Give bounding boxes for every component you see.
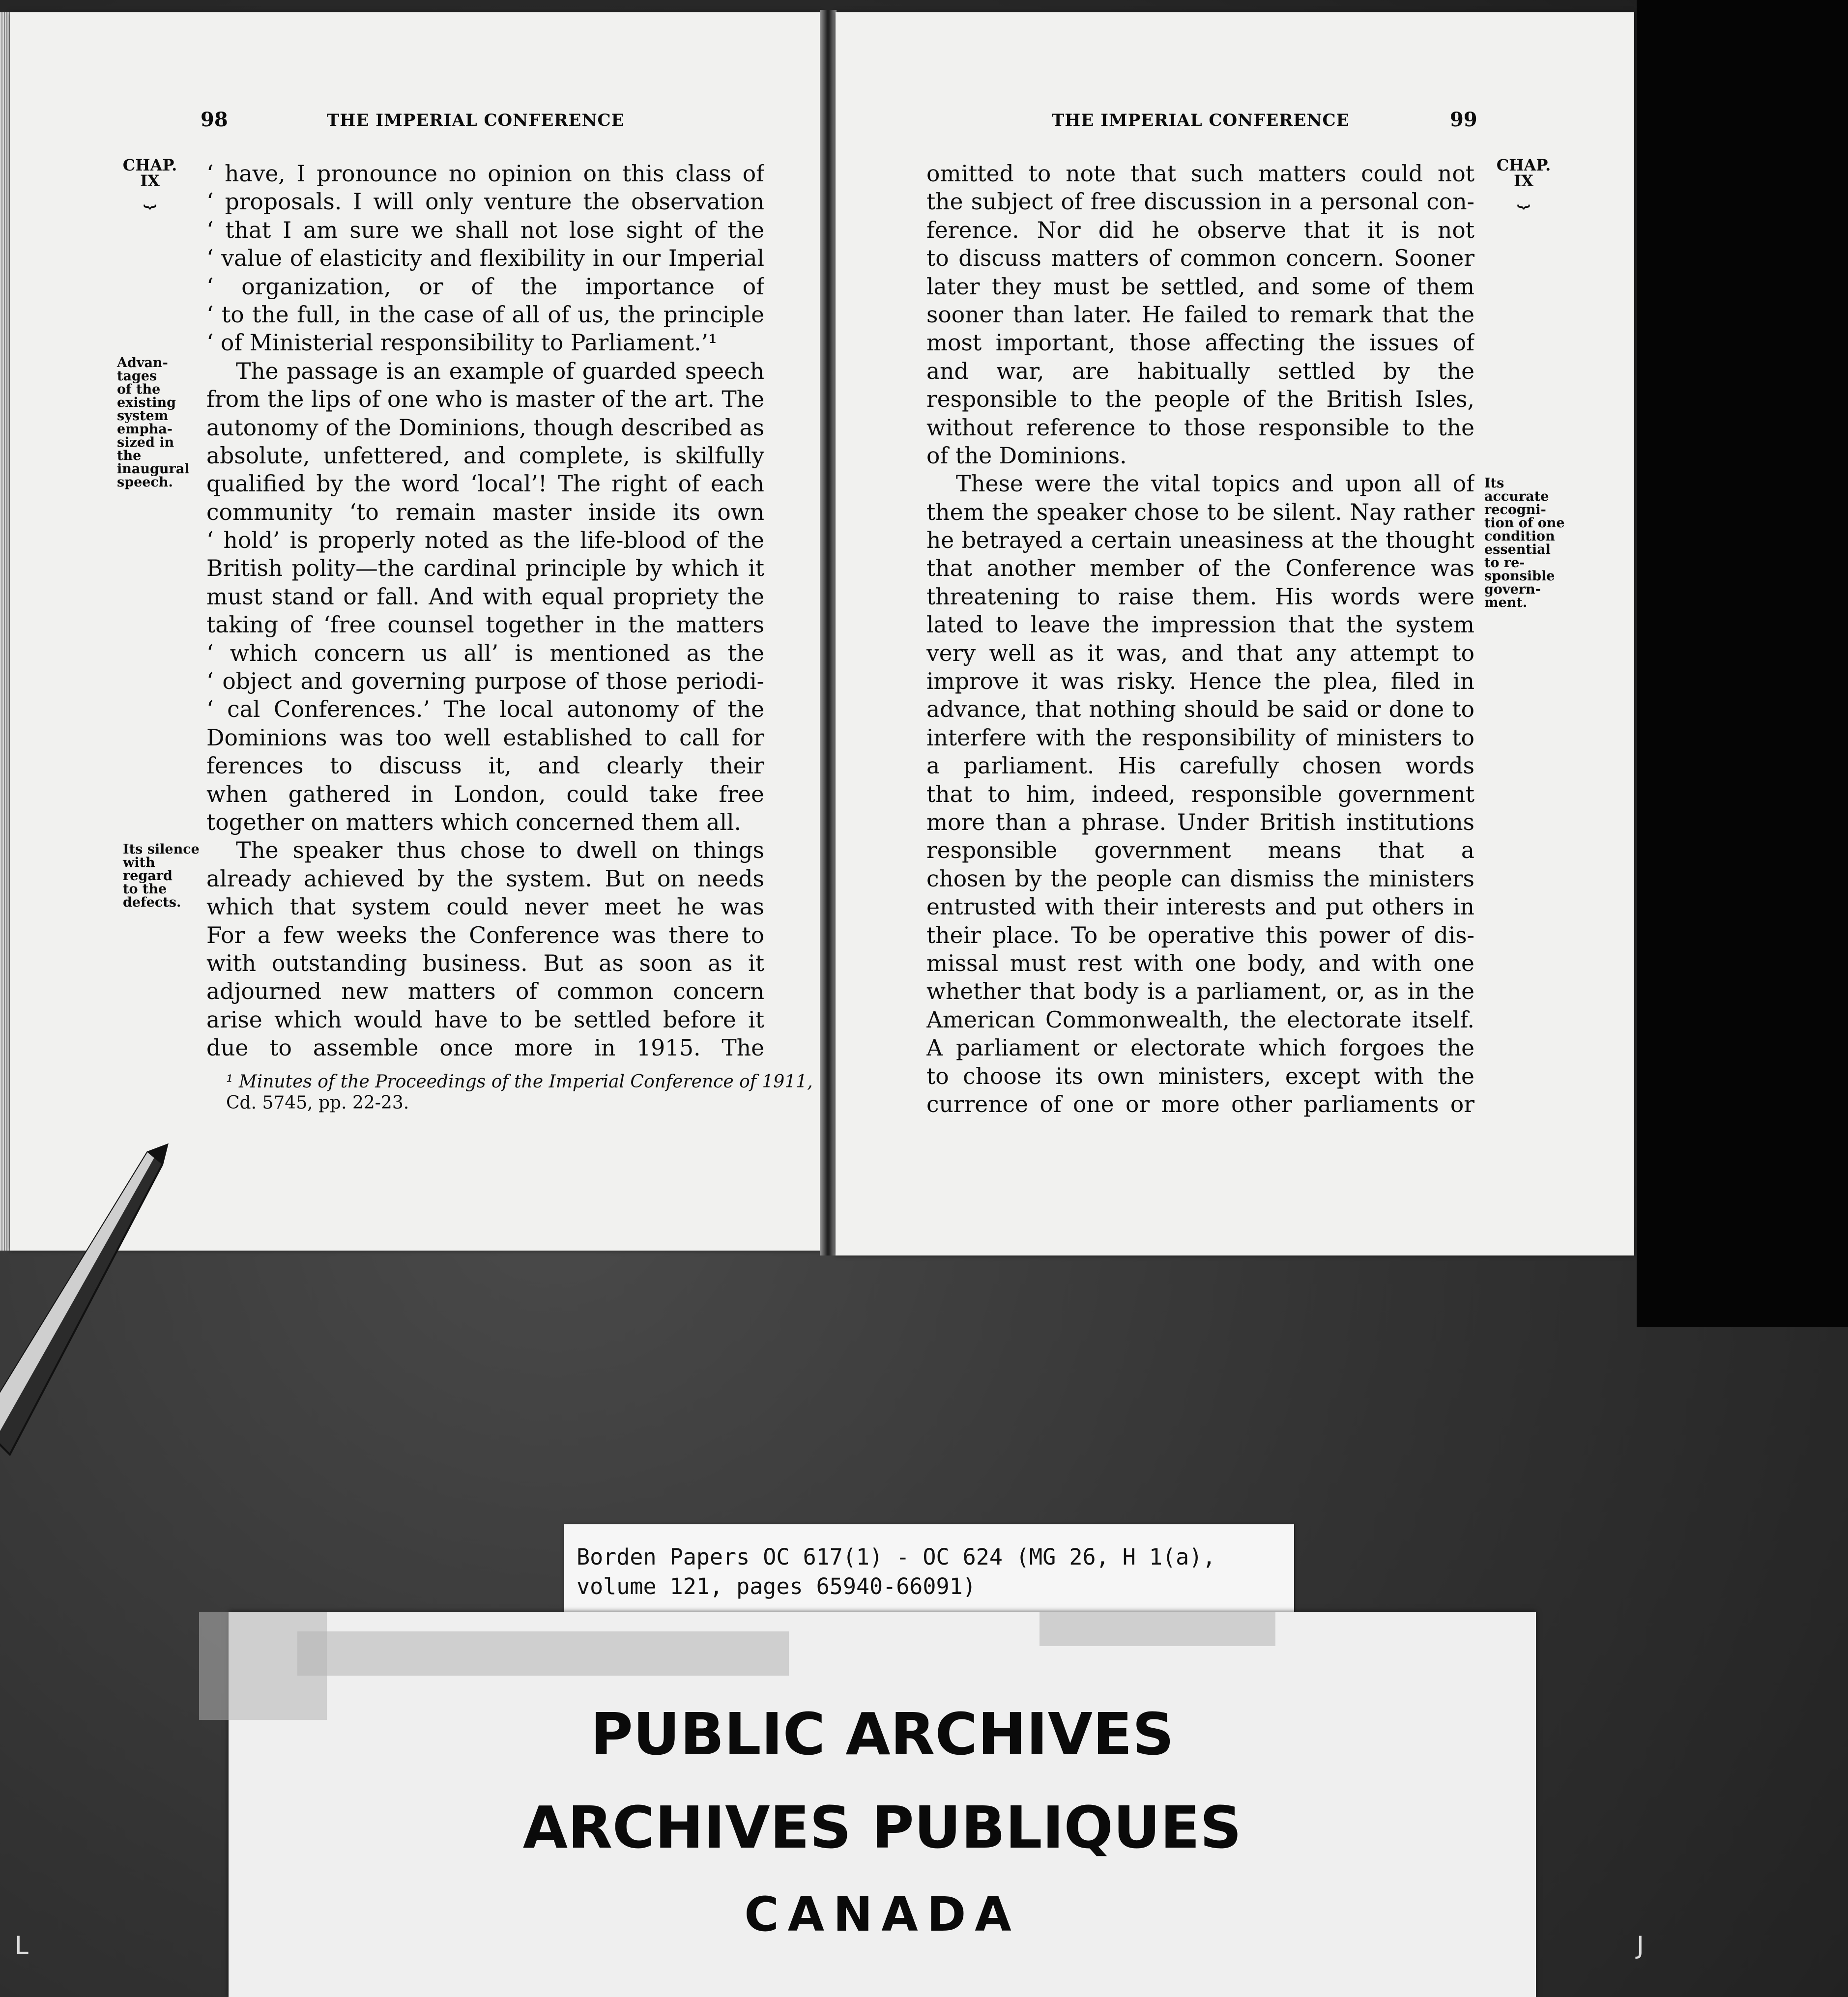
text-line: ‘ of Ministerial responsibility to Parliament.’¹ — [206, 330, 718, 356]
text-line: A parliament or electorate which forgoes the — [926, 1035, 1474, 1061]
text-line: ‘ hold’ is properly noted as the life-blood of the — [206, 527, 764, 554]
text-line: arise which would have to be settled before it — [206, 1006, 764, 1033]
text-line: Dominions was too well established to call for — [206, 724, 764, 751]
dark-border — [1637, 0, 1848, 1327]
text-line: responsible government means that a — [926, 837, 1474, 864]
text-line: that another member of the Conference was — [926, 555, 1474, 582]
text-line: to discuss matters of common concern. Sooner — [926, 245, 1474, 272]
text-line: omitted to note that such matters could not — [926, 161, 1474, 187]
left-page — [10, 12, 821, 1251]
archive-country: CANADA — [744, 1887, 1020, 1942]
corner-mark-right: J — [1637, 1931, 1644, 1960]
text-line: together on matters which concerned them all. — [206, 809, 741, 835]
text-line: he betrayed a certain uneasiness at the thought — [926, 527, 1474, 554]
text-line: their place. To be operative this power of dis- — [926, 922, 1474, 948]
text-line: ference. Nor did he observe that it is not — [926, 217, 1474, 243]
text-line: which that system could never meet he was — [206, 894, 764, 920]
book-gutter — [820, 10, 837, 1255]
text-line: ‘ which concern us all’ is mentioned as the — [206, 640, 764, 666]
sidenote-line: system — [117, 408, 169, 424]
sidenote-line: condition — [1484, 529, 1555, 544]
sidenote-recognition — [1484, 477, 1563, 609]
text-line: due to assemble once more in 1915. The — [206, 1035, 764, 1061]
tape — [1040, 1612, 1275, 1646]
archive-title: PUBLIC ARCHIVES — [590, 1700, 1174, 1768]
text-line: ferences to discuss it, and clearly their — [206, 753, 764, 779]
corner-mark-left: L — [15, 1931, 29, 1960]
sidenote-line: to re- — [1484, 555, 1525, 571]
text-line: chosen by the people can dismiss the ministers — [926, 865, 1474, 892]
text-line: later they must be settled, and some of them — [926, 273, 1474, 300]
text-line: a parliament. His carefully chosen words — [926, 753, 1474, 779]
brace-ornament: ⏟ — [1517, 183, 1530, 208]
archive-title-french: ARCHIVES PUBLIQUES — [522, 1794, 1242, 1861]
sidenote-line: speech. — [117, 475, 173, 490]
text-line: to choose its own ministers, except with the — [926, 1063, 1474, 1089]
text-line: of the Dominions. — [926, 442, 1127, 469]
chapter-number: IX — [140, 171, 160, 190]
sidenote-line: tages — [117, 369, 157, 384]
archive-reference-slip — [564, 1524, 1294, 1620]
sidenote-line: ment. — [1484, 595, 1528, 610]
text-line: that to him, indeed, responsible government — [926, 781, 1474, 807]
text-line: sooner than later. He failed to remark that the — [926, 301, 1474, 328]
sidenote-line: the — [117, 448, 142, 463]
text-line: ‘ value of elasticity and flexibility in our Imperial — [206, 245, 764, 272]
running-head: THE IMPERIAL CONFERENCE — [327, 111, 625, 130]
text-line: when gathered in London, could take free — [206, 781, 764, 807]
text-line: interfere with the responsibility of ministers to — [926, 724, 1474, 751]
sidenote-line: regard — [123, 868, 173, 884]
chapter-label: CHAP. — [122, 156, 177, 174]
sidenote-line: inaugural — [117, 461, 190, 477]
sidenote-line: Advan- — [117, 355, 168, 371]
text-line: These were the vital topics and upon all of — [956, 471, 1474, 497]
text-line: qualified by the word ‘local’! The right of each — [206, 471, 764, 497]
text-line: responsible to the people of the British Isles, — [926, 386, 1474, 413]
text-line: missal must rest with one body, and with one — [926, 950, 1474, 976]
sidenote-line: govern- — [1484, 582, 1541, 597]
text-line: British polity—the cardinal principle by which it — [206, 555, 764, 582]
text-line: American Commonwealth, the electorate itself. — [926, 1006, 1474, 1033]
sidenote-line: essential — [1484, 542, 1551, 557]
sidenote-line: recogni- — [1484, 502, 1546, 517]
text-line: ‘ cal Conferences.’ The local autonomy of the — [206, 696, 764, 723]
sidenote-line: tion of one — [1484, 515, 1565, 531]
chapter-label: CHAP. — [1496, 156, 1551, 174]
running-head: THE IMPERIAL CONFERENCE — [1052, 111, 1350, 130]
page-number: 99 — [1450, 108, 1477, 131]
text-line: very well as it was, and that any attempt to — [926, 640, 1474, 666]
text-line: most important, those affecting the issues of — [926, 330, 1474, 356]
sidenote-line: empha- — [117, 422, 173, 437]
text-line: The passage is an example of guarded speech — [236, 358, 764, 384]
sidenote-line: accurate — [1484, 489, 1549, 504]
footnote-line: Cd. 5745, pp. 22-23. — [226, 1093, 409, 1113]
text-line: without reference to those responsible to the — [926, 414, 1474, 441]
text-line: ‘ have, I pronounce no opinion on this class of — [206, 161, 764, 187]
text-line: whether that body is a parliament, or, as in the — [926, 978, 1474, 1005]
text-line: with outstanding business. But as soon as it — [206, 950, 764, 976]
text-line: adjourned new matters of common concern — [206, 978, 764, 1005]
text-line: entrusted with their interests and put others in — [926, 894, 1474, 920]
text-line: The speaker thus chose to dwell on things — [236, 837, 764, 864]
footnote-line: ¹ Minutes of the Proceedings of the Imperial Conference of 1911, — [226, 1072, 813, 1092]
text-line: ‘ to the full, in the case of all of us, the principle — [206, 301, 764, 328]
sidenote-line: sponsible — [1484, 569, 1555, 584]
brace-ornament: ⏟ — [143, 183, 157, 208]
page-number: 98 — [201, 108, 228, 131]
chapter-marker — [111, 156, 189, 208]
text-line: the subject of free discussion in a personal con- — [926, 189, 1474, 215]
text-line: improve it was risky. Hence the plea, filed in — [926, 668, 1474, 695]
text-line: For a few weeks the Conference was there to — [206, 922, 764, 948]
sidenote-line: Its — [1484, 476, 1504, 491]
text-line: absolute, unfettered, and complete, is skilfully — [206, 442, 764, 469]
chapter-marker — [1484, 156, 1563, 208]
slip-line: Borden Papers OC 617(1) - OC 624 (MG 26, H 1(a), — [577, 1544, 1216, 1570]
sidenote-line: with — [123, 855, 155, 870]
tape — [297, 1631, 789, 1676]
text-line: from the lips of one who is master of the art. The — [206, 386, 764, 413]
left-page-body — [206, 160, 764, 1062]
chapter-number: IX — [1514, 171, 1533, 190]
text-line: threatening to raise them. His words were — [926, 583, 1474, 610]
text-line: more than a phrase. Under British institutions — [926, 809, 1474, 835]
text-line: community ‘to remain master inside its own — [206, 499, 764, 525]
text-line: them the speaker chose to be silent. Nay rather — [926, 499, 1474, 525]
text-line: taking of ‘free counsel together in the matters — [206, 612, 764, 638]
right-page — [836, 12, 1634, 1255]
sidenote-line: existing — [117, 395, 176, 410]
text-line: autonomy of the Dominions, though described as — [206, 414, 764, 441]
sidenote-line: sized in — [117, 435, 174, 450]
slip-line: volume 121, pages 65940-66091) — [577, 1573, 976, 1599]
text-line: must stand or fall. And with equal propriety the — [206, 583, 764, 610]
footnote — [226, 1071, 813, 1113]
archive-stamp-card — [229, 1612, 1536, 1997]
text-line: advance, that nothing should be said or done to — [926, 696, 1474, 723]
text-line: ‘ that I am sure we shall not lose sight of the — [206, 217, 764, 243]
text-line: already achieved by the system. But on needs — [206, 865, 764, 892]
right-page-body — [926, 160, 1474, 1118]
text-line: ‘ proposals. I will only venture the observation — [206, 189, 764, 215]
text-line: ‘ object and governing purpose of those periodi- — [206, 668, 764, 695]
text-line: currence of one or more other parliaments or — [926, 1091, 1474, 1117]
sidenote-line: of the — [117, 382, 161, 397]
text-line: lated to leave the impression that the system — [926, 612, 1474, 638]
text-line: and war, are habitually settled by the — [926, 358, 1474, 384]
sidenote-silence — [123, 843, 202, 909]
sidenote-line: Its silence — [123, 842, 200, 857]
text-line: ‘ organization, or of the importance of — [206, 273, 764, 300]
sidenote-advantages — [117, 356, 196, 489]
sidenote-line: defects. — [123, 895, 181, 910]
sidenote-line: to the — [123, 882, 167, 897]
